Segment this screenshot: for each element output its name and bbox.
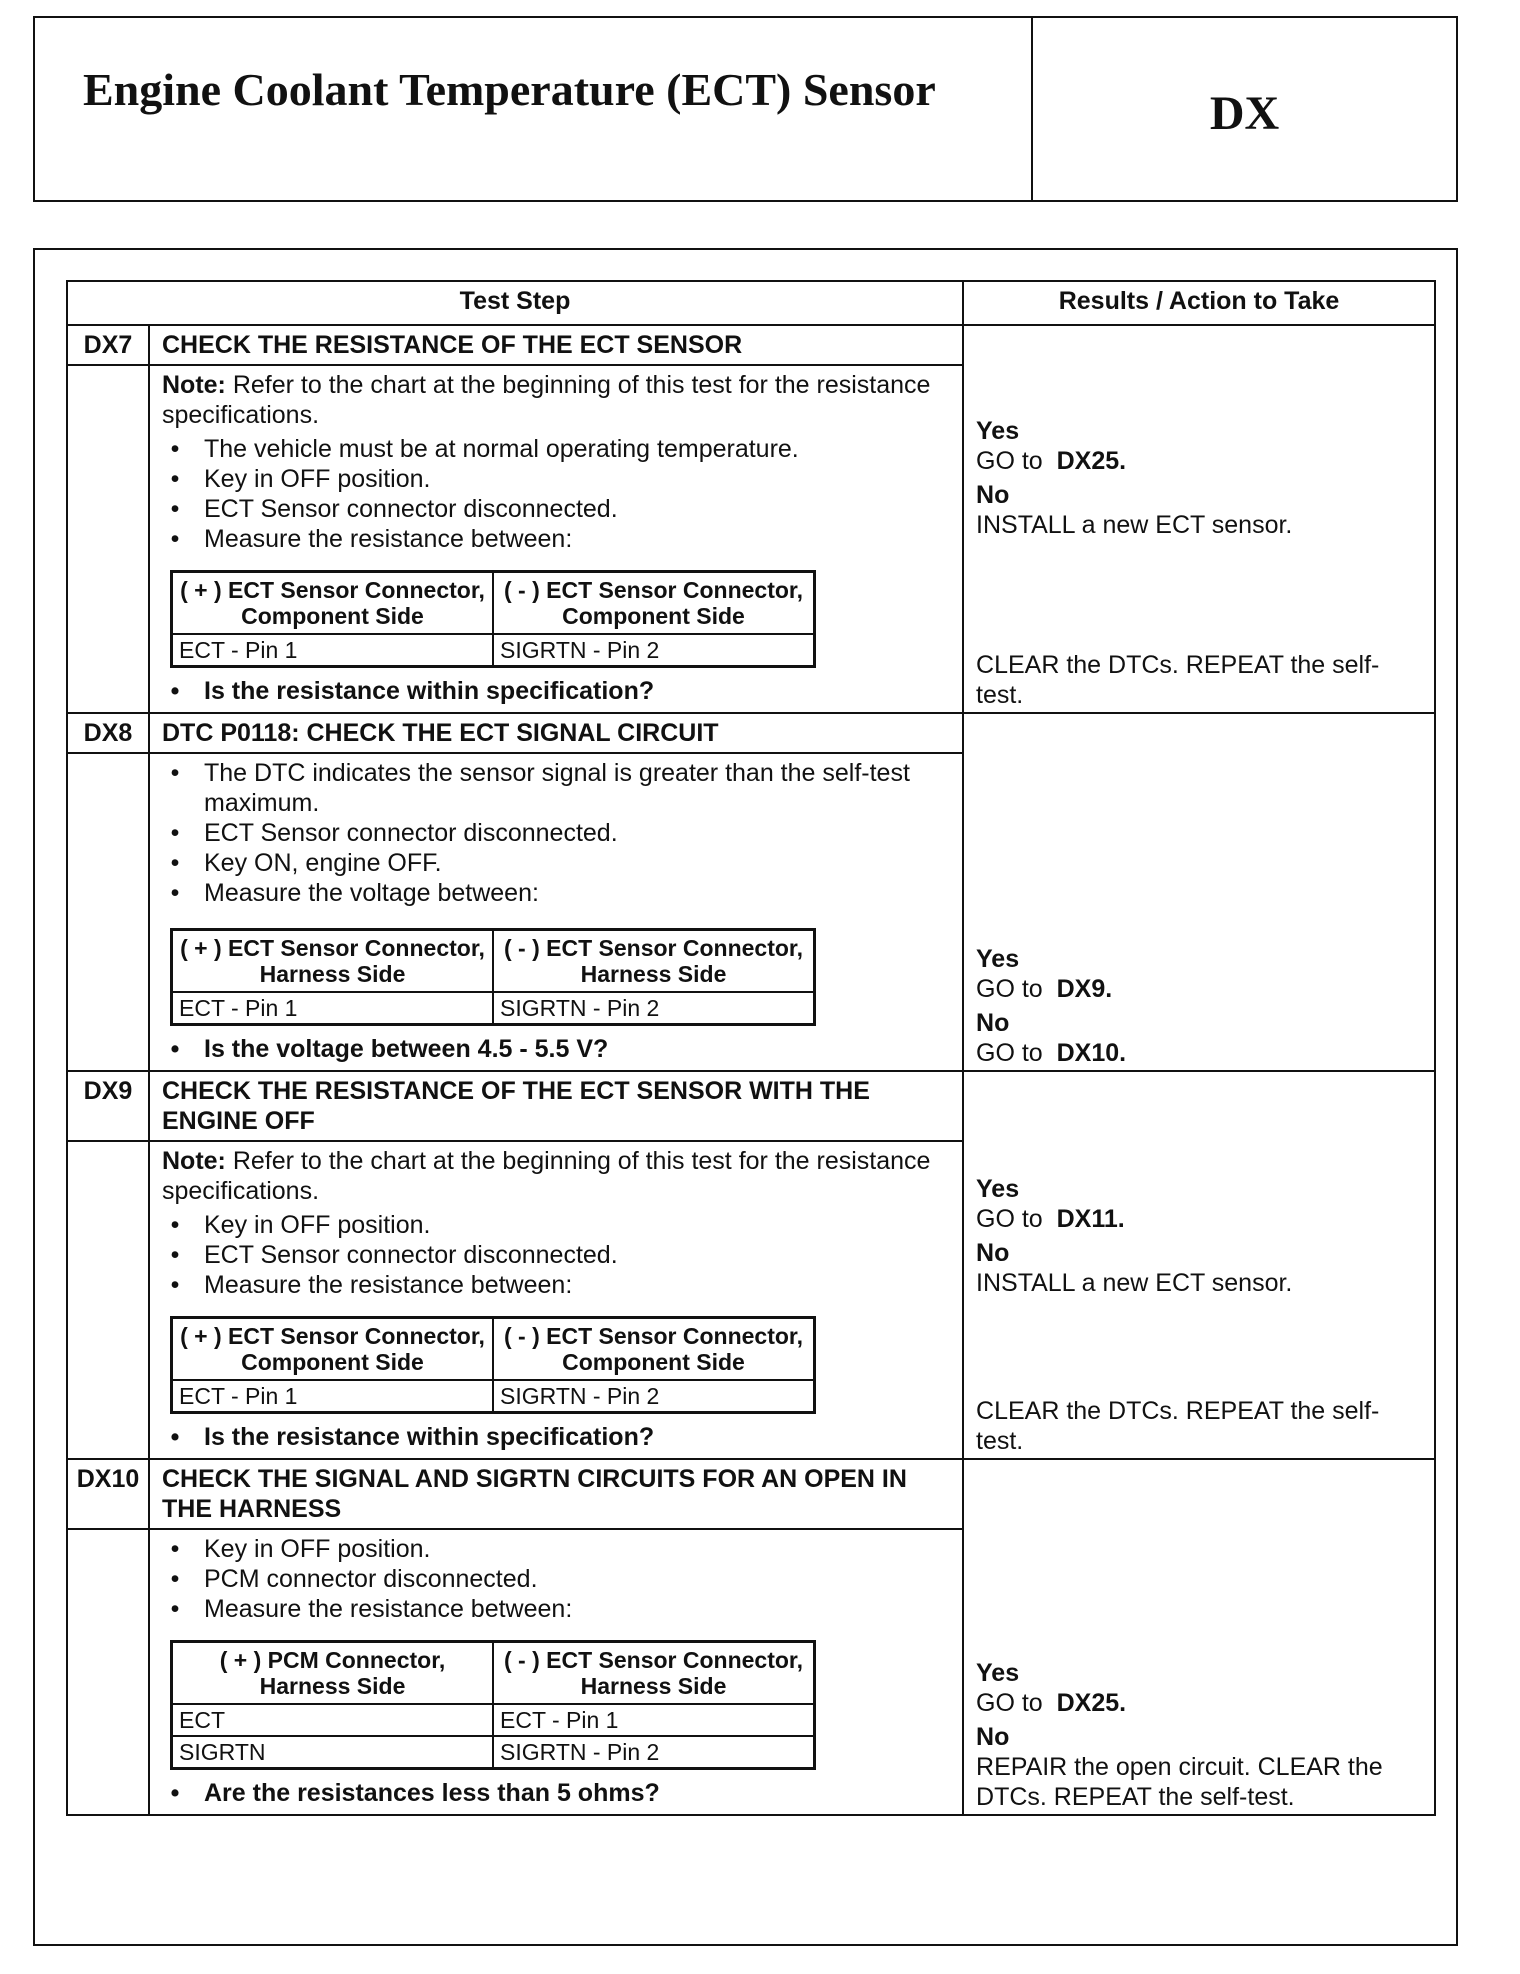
step-question: • Is the resistance within specification? xyxy=(162,1422,950,1452)
step-row-dx8 xyxy=(67,713,1435,753)
col-results: Results / Action to Take xyxy=(963,281,1435,325)
list-item: • Key ON, engine OFF. xyxy=(162,848,950,878)
step-body xyxy=(149,753,963,1071)
pin-header-positive: ( + ) ECT Sensor Connector, Component Side xyxy=(172,572,494,635)
list-item: • ECT Sensor connector disconnected. xyxy=(162,818,950,848)
yes-target: DX9. xyxy=(1056,975,1113,1003)
yes-label: Yes xyxy=(976,417,1020,445)
step-title: CHECK THE SIGNAL AND SIGRTN CIRCUITS FOR AN OPEN IN THE HARNESS xyxy=(149,1459,963,1529)
yes-target: DX11. xyxy=(1056,1205,1125,1233)
step-result xyxy=(963,1459,1435,1815)
yes-text: GO to xyxy=(976,1689,1043,1717)
step-row-dx9 xyxy=(67,1071,1435,1141)
result-note: CLEAR the DTCs. REPEAT the self-test. xyxy=(976,1397,1380,1455)
list-item: • The DTC indicates the sensor signal is greater than the self-test maximum. xyxy=(162,758,950,818)
step-id: DX7 xyxy=(67,325,149,365)
no-text: REPAIR the open circuit. CLEAR the DTCs. REPEAT the self-test. xyxy=(976,1753,1383,1811)
no-text: INSTALL a new ECT sensor. xyxy=(976,1269,1293,1297)
list-item: • Measure the voltage between: xyxy=(162,878,950,908)
no-text: INSTALL a new ECT sensor. xyxy=(976,511,1293,539)
list-item: • Key in OFF position. xyxy=(162,1210,950,1240)
pin-header-negative: ( - ) ECT Sensor Connector, Component Side xyxy=(493,572,815,635)
step-result xyxy=(963,1071,1435,1459)
yes-target: DX25. xyxy=(1056,447,1127,475)
step-question: • Is the voltage between 4.5 - 5.5 V? xyxy=(162,1034,950,1064)
step-body xyxy=(149,365,963,713)
col-test-step: Test Step xyxy=(67,281,963,325)
no-label: No xyxy=(976,1239,1010,1267)
step-result xyxy=(963,713,1435,1071)
no-label: No xyxy=(976,1009,1010,1037)
step-row-dx10 xyxy=(67,1459,1435,1529)
list-item: • Key in OFF position. xyxy=(162,464,950,494)
pin-header-positive: ( + ) ECT Sensor Connector, Harness Side xyxy=(172,930,494,993)
pin-cell: ECT - Pin 1 xyxy=(493,1704,815,1736)
result-note: CLEAR the DTCs. REPEAT the self-test. xyxy=(976,651,1380,709)
yes-label: Yes xyxy=(976,1659,1020,1687)
pin-header-negative: ( - ) ECT Sensor Connector, Harness Side xyxy=(493,930,815,993)
note-text: Refer to the chart at the beginning of this test for the resistance specifications. xyxy=(162,371,931,429)
pin-cell: SIGRTN - Pin 2 xyxy=(493,634,815,667)
header-box xyxy=(33,16,1458,202)
pin-header-positive: ( + ) ECT Sensor Connector, Component Side xyxy=(172,1318,494,1381)
no-target: DX10. xyxy=(1056,1039,1127,1067)
yes-text: GO to xyxy=(976,447,1043,475)
pin-header-negative: ( - ) ECT Sensor Connector, Harness Side xyxy=(493,1642,815,1705)
no-label: No xyxy=(976,1723,1010,1751)
pin-cell: SIGRTN - Pin 2 xyxy=(493,1736,815,1769)
step-title: DTC P0118: CHECK THE ECT SIGNAL CIRCUIT xyxy=(149,713,963,753)
step-result xyxy=(963,325,1435,713)
pin-cell: ECT - Pin 1 xyxy=(172,992,494,1025)
yes-target: DX25. xyxy=(1056,1689,1127,1717)
pin-cell: SIGRTN xyxy=(172,1736,494,1769)
list-item: • ECT Sensor connector disconnected. xyxy=(162,1240,950,1270)
pin-cell: ECT - Pin 1 xyxy=(172,634,494,667)
step-id-spacer xyxy=(67,1529,149,1815)
list-item: • Measure the resistance between: xyxy=(162,524,950,554)
list-item: • Measure the resistance between: xyxy=(162,1270,950,1300)
pin-cell: SIGRTN - Pin 2 xyxy=(493,1380,815,1413)
pin-cell: ECT xyxy=(172,1704,494,1736)
yes-text: GO to xyxy=(976,975,1043,1003)
yes-label: Yes xyxy=(976,945,1020,973)
step-title: CHECK THE RESISTANCE OF THE ECT SENSOR WITH THE ENGINE OFF xyxy=(149,1071,963,1141)
test-table-frame xyxy=(33,248,1458,1946)
pin-cell: SIGRTN - Pin 2 xyxy=(493,992,815,1025)
step-body xyxy=(149,1141,963,1459)
pin-cell: ECT - Pin 1 xyxy=(172,1380,494,1413)
test-table xyxy=(66,280,1436,1816)
section-code: DX xyxy=(1209,86,1280,140)
list-item: • Key in OFF position. xyxy=(162,1534,950,1564)
note-label: Note: xyxy=(162,371,226,399)
pin-table xyxy=(170,570,816,668)
list-item: • ECT Sensor connector disconnected. xyxy=(162,494,950,524)
no-label: No xyxy=(976,481,1010,509)
pin-table xyxy=(170,928,816,1026)
pin-table xyxy=(170,1640,816,1770)
step-id-spacer xyxy=(67,753,149,1071)
step-question: • Are the resistances less than 5 ohms? xyxy=(162,1778,950,1808)
list-item: • Measure the resistance between: xyxy=(162,1594,950,1624)
step-row-dx7 xyxy=(67,325,1435,365)
step-body xyxy=(149,1529,963,1815)
step-id-spacer xyxy=(67,365,149,713)
step-title: CHECK THE RESISTANCE OF THE ECT SENSOR xyxy=(149,325,963,365)
yes-label: Yes xyxy=(976,1175,1020,1203)
pin-header-positive: ( + ) PCM Connector, Harness Side xyxy=(172,1642,494,1705)
list-item: • PCM connector disconnected. xyxy=(162,1564,950,1594)
step-id-spacer xyxy=(67,1141,149,1459)
yes-text: GO to xyxy=(976,1205,1043,1233)
note-text: Refer to the chart at the beginning of this test for the resistance specifications. xyxy=(162,1147,931,1205)
note-label: Note: xyxy=(162,1147,226,1175)
step-id: DX8 xyxy=(67,713,149,753)
list-item: • The vehicle must be at normal operating temperature. xyxy=(162,434,950,464)
step-id: DX9 xyxy=(67,1071,149,1141)
pin-table xyxy=(170,1316,816,1414)
step-question: • Is the resistance within specification? xyxy=(162,676,950,706)
pin-header-negative: ( - ) ECT Sensor Connector, Component Side xyxy=(493,1318,815,1381)
step-id: DX10 xyxy=(67,1459,149,1529)
page-title: Engine Coolant Temperature (ECT) Sensor xyxy=(35,18,1033,200)
table-header-row xyxy=(67,281,1435,325)
no-text: GO to xyxy=(976,1039,1043,1067)
